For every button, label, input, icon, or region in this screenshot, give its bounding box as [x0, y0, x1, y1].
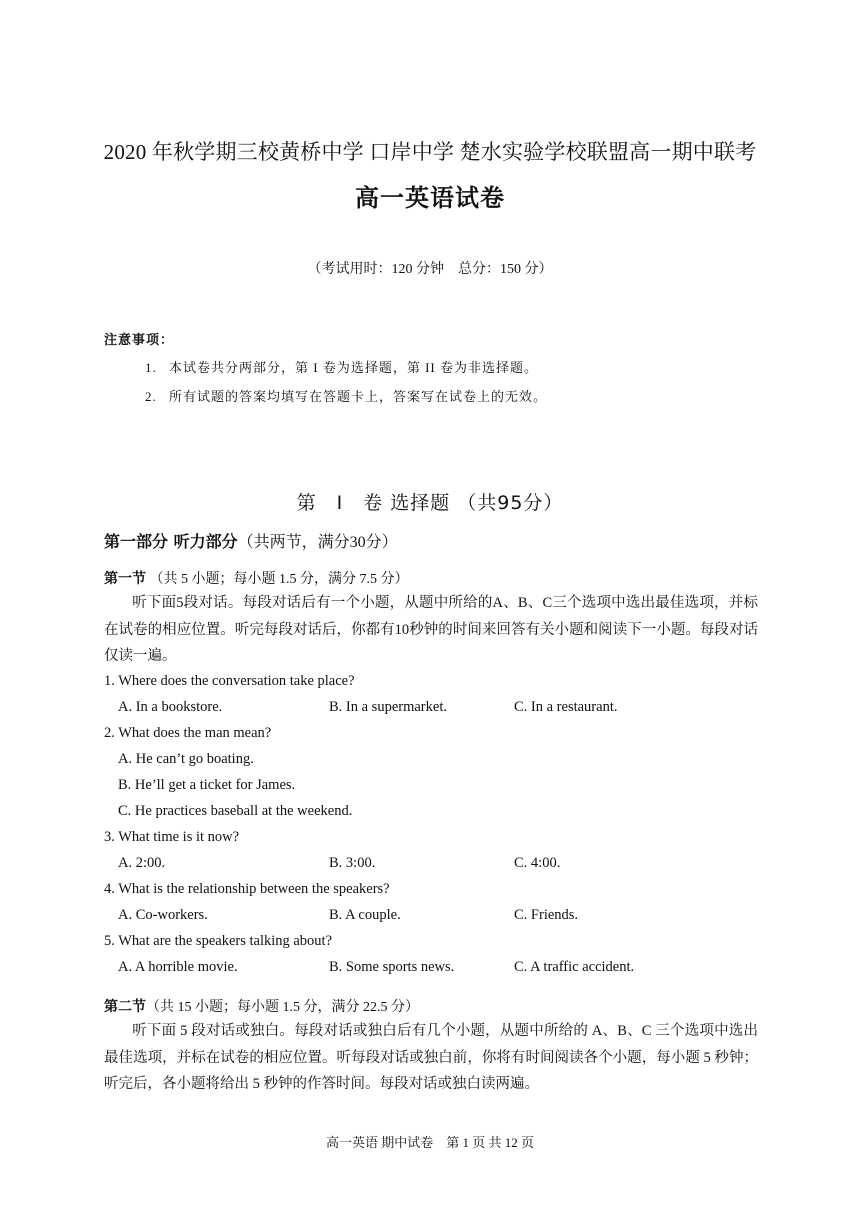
section-title-detail: （共 15 小题；每小题 1.5 分，满分 22.5 分） — [146, 1000, 419, 1015]
subject-title: 高一英语试卷 — [355, 184, 505, 212]
volume-title: 第 I 卷 选择题 （共95分） — [296, 492, 564, 514]
answer-option: A. 2:00. — [118, 855, 166, 871]
section-instructions — [104, 1018, 758, 1098]
answer-option: C. In a restaurant. — [514, 699, 618, 715]
answer-option: A. He can’t go boating. — [118, 751, 254, 767]
notice-item-number: 1. — [145, 360, 157, 375]
notice-item-text: 所有试题的答案均填写在答题卡上，答案写在试卷上的无效。 — [169, 389, 548, 404]
answer-option: A. A horrible movie. — [118, 959, 238, 975]
notice-item-number: 2. — [145, 389, 157, 404]
section-instructions — [104, 590, 758, 670]
section-title — [104, 996, 419, 1016]
section-instructions-text: 听下面 5 段对话或独白。每段对话或独白后有几个小题，从题中所给的 A、B、C 三个选项中选出最佳选项，并标在试卷的相应位置。听每段对话或独白前，你将有时间阅读各个小题，每小题 5 秒钟；听完后，各小题将给出 5 秒钟的作答时间。每段对话或独白读两遍。 — [104, 1023, 758, 1092]
exam-title: 2020 年秋学期三校黄桥中学 口岸中学 楚水实验学校联盟高一期中联考 — [103, 140, 757, 164]
page-footer: 高一英语 期中试卷 第 1 页 共 12 页 — [325, 1135, 534, 1150]
question-stem: 5. What are the speakers talking about? — [104, 933, 333, 949]
question-stem: 3. What time is it now? — [104, 829, 240, 845]
answer-option: B. Some sports news. — [329, 959, 455, 975]
notice-item-text: 本试卷共分两部分，第 I 卷为选择题，第 II 卷为非选择题。 — [169, 360, 538, 375]
exam-info: （考试用时：120 分钟 总分：150 分） — [307, 262, 553, 277]
section-instructions-text: 听下面5段对话。每段对话后有一个小题，从题中所给的A、B、C三个选项中选出最佳选项，并标在试卷的相应位置。听完每段对话后，你都有10秒钟的时间来回答有关小题和阅读下一小题。每段对话仅读一遍。 — [104, 595, 758, 664]
question-stem: 2. What does the man mean? — [104, 725, 272, 741]
notice-heading: 注意事项： — [104, 332, 175, 347]
part-title-detail: （共两节，满分30分） — [237, 534, 398, 551]
answer-option: C. 4:00. — [514, 855, 561, 871]
answer-option: C. A traffic accident. — [514, 959, 635, 975]
question-stem: 4. What is the relationship between the speakers? — [104, 881, 390, 897]
section-title-bold: 第二节 — [104, 999, 146, 1015]
answer-option: C. Friends. — [514, 907, 579, 923]
question-stem: 1. Where does the conversation take place? — [104, 673, 355, 689]
notice-item — [145, 357, 538, 376]
answer-option: A. Co-workers. — [118, 907, 208, 923]
section-title-detail: （共 5 小题；每小题 1.5 分，满分 7.5 分） — [146, 572, 409, 587]
answer-option: B. 3:00. — [329, 855, 376, 871]
answer-option: B. In a supermarket. — [329, 699, 447, 715]
answer-option: A. In a bookstore. — [118, 699, 223, 715]
part-title-bold: 第一部分 听力部分 — [104, 532, 238, 551]
section-title — [104, 568, 409, 588]
section-title-bold: 第一节 — [104, 571, 146, 587]
notice-item — [145, 386, 547, 405]
answer-option: B. A couple. — [329, 907, 401, 923]
part-title — [104, 529, 398, 552]
answer-option: C. He practices baseball at the weekend. — [118, 803, 353, 819]
answer-option: B. He’ll get a ticket for James. — [118, 777, 296, 793]
